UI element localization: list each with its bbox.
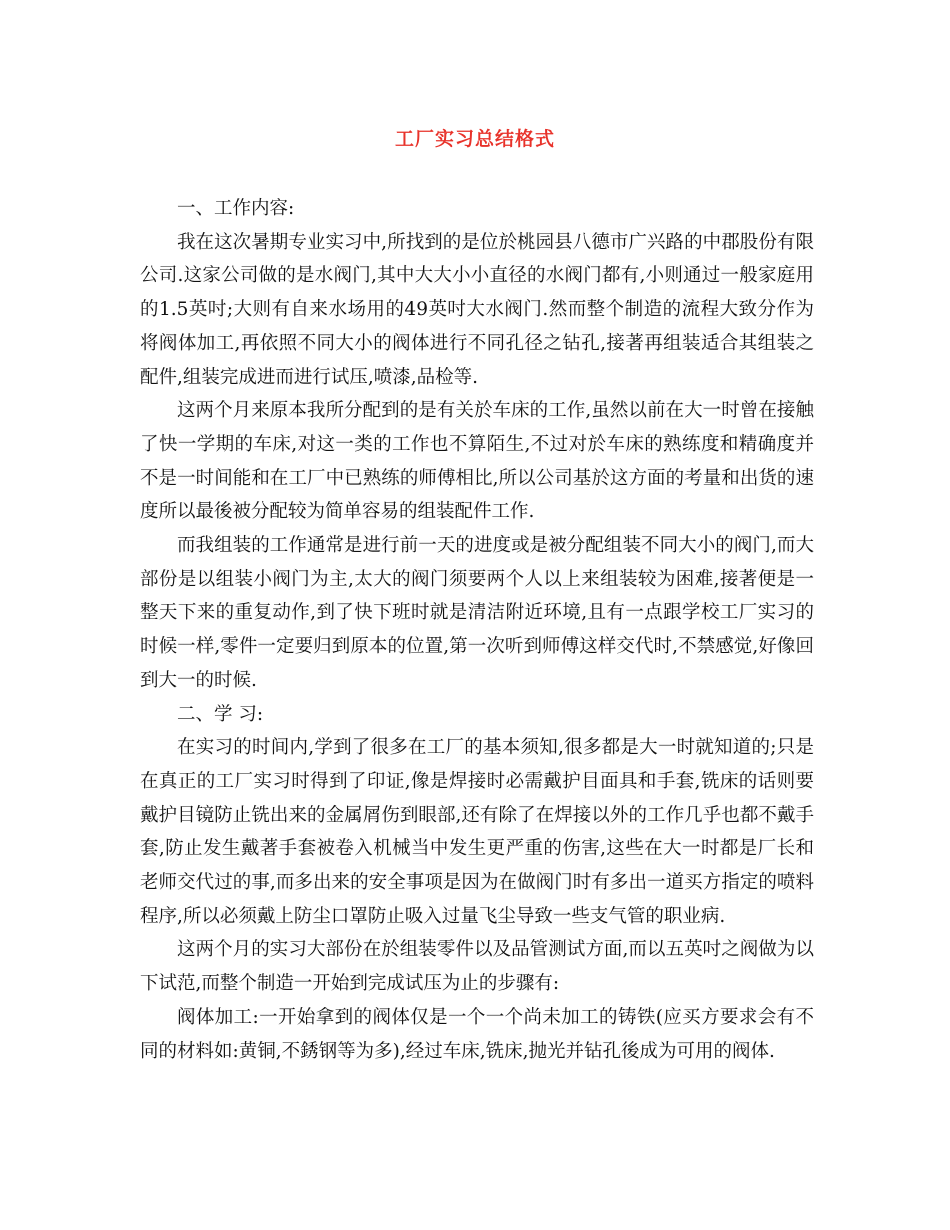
- document-body: [140, 192, 814, 1068]
- paragraph-process-intro: 这两个月的实习大部份在於组装零件以及品管测试方面,而以五英吋之阀做为以下试范,而整个制造一开始到完成试压为止的步骤有:: [140, 939, 814, 995]
- section-heading-learning: 二、学 习:: [177, 703, 264, 725]
- paragraph-valve-body-machining: 阀体加工:一开始拿到的阀体仅是一个一个尚未加工的铸铁(应买方要求会有不同的材料如:黄铜,不銹钢等为多),经过车床,铣床,抛光并钻孔後成为可用的阀体.: [140, 1006, 814, 1062]
- paragraph-assignment: 这两个月来原本我所分配到的是有关於车床的工作,虽然以前在大一时曾在接触了快一学期的车床,对这一类的工作也不算陌生,不过对於车床的熟练度和精确度并不是一时间能和在工厂中已熟练的师傅相比,所以公司基於这方面的考量和出货的速度所以最後被分配较为简单容易的组装配件工作.: [140, 400, 814, 523]
- section-heading-work-content: 一、工作内容:: [177, 198, 295, 219]
- paragraph-safety-knowledge: 在实习的时间内,学到了很多在工厂的基本须知,很多都是大一时就知道的;只是在真正的工厂实习时得到了印证,像是焊接时必需戴护目面具和手套,铣床的话则要戴护目镜防止铣出来的金属屑伤到眼部,还有除了在焊接以外的工作几乎也都不戴手套,防止发生戴著手套被卷入机械当中发生更严重的伤害,这些在大一时都是厂长和老师交代过的事,而多出来的安全事项是因为在做阀门时有多出一道买方指定的喷料程序,所以必须戴上防尘口罩防止吸入过量飞尘导致一些支气管的职业病.: [140, 737, 814, 927]
- document-title: 工厂实习总结格式: [394, 128, 555, 150]
- paragraph-assembly-work: 而我组装的工作通常是进行前一天的进度或是被分配组装不同大小的阀门,而大部份是以组装小阀门为主,太大的阀门须要两个人以上来组装较为困难,接著便是一整天下来的重复动作,到了快下班时就是清洁附近环境,且有一点跟学校工厂实习的时候一样,零件一定要归到原本的位置,第一次听到师傅这样交代时,不禁感觉,好像回到大一的时候.: [140, 535, 814, 691]
- paragraph-company-intro: 我在这次暑期专业实习中,所找到的是位於桃园县八德市广兴路的中郡股份有限公司.这家公司做的是水阀门,其中大大小小直径的水阀门都有,小则通过一般家庭用的1.5英吋;大则有自来水场用的49英吋大水阀门.然而整个制造的流程大致分作为将阀体加工,再依照不同大小的阀体进行不同孔径之钻孔,接著再组装适合其组装之配件,组装完成进而进行试压,喷漆,品检等.: [140, 231, 814, 388]
